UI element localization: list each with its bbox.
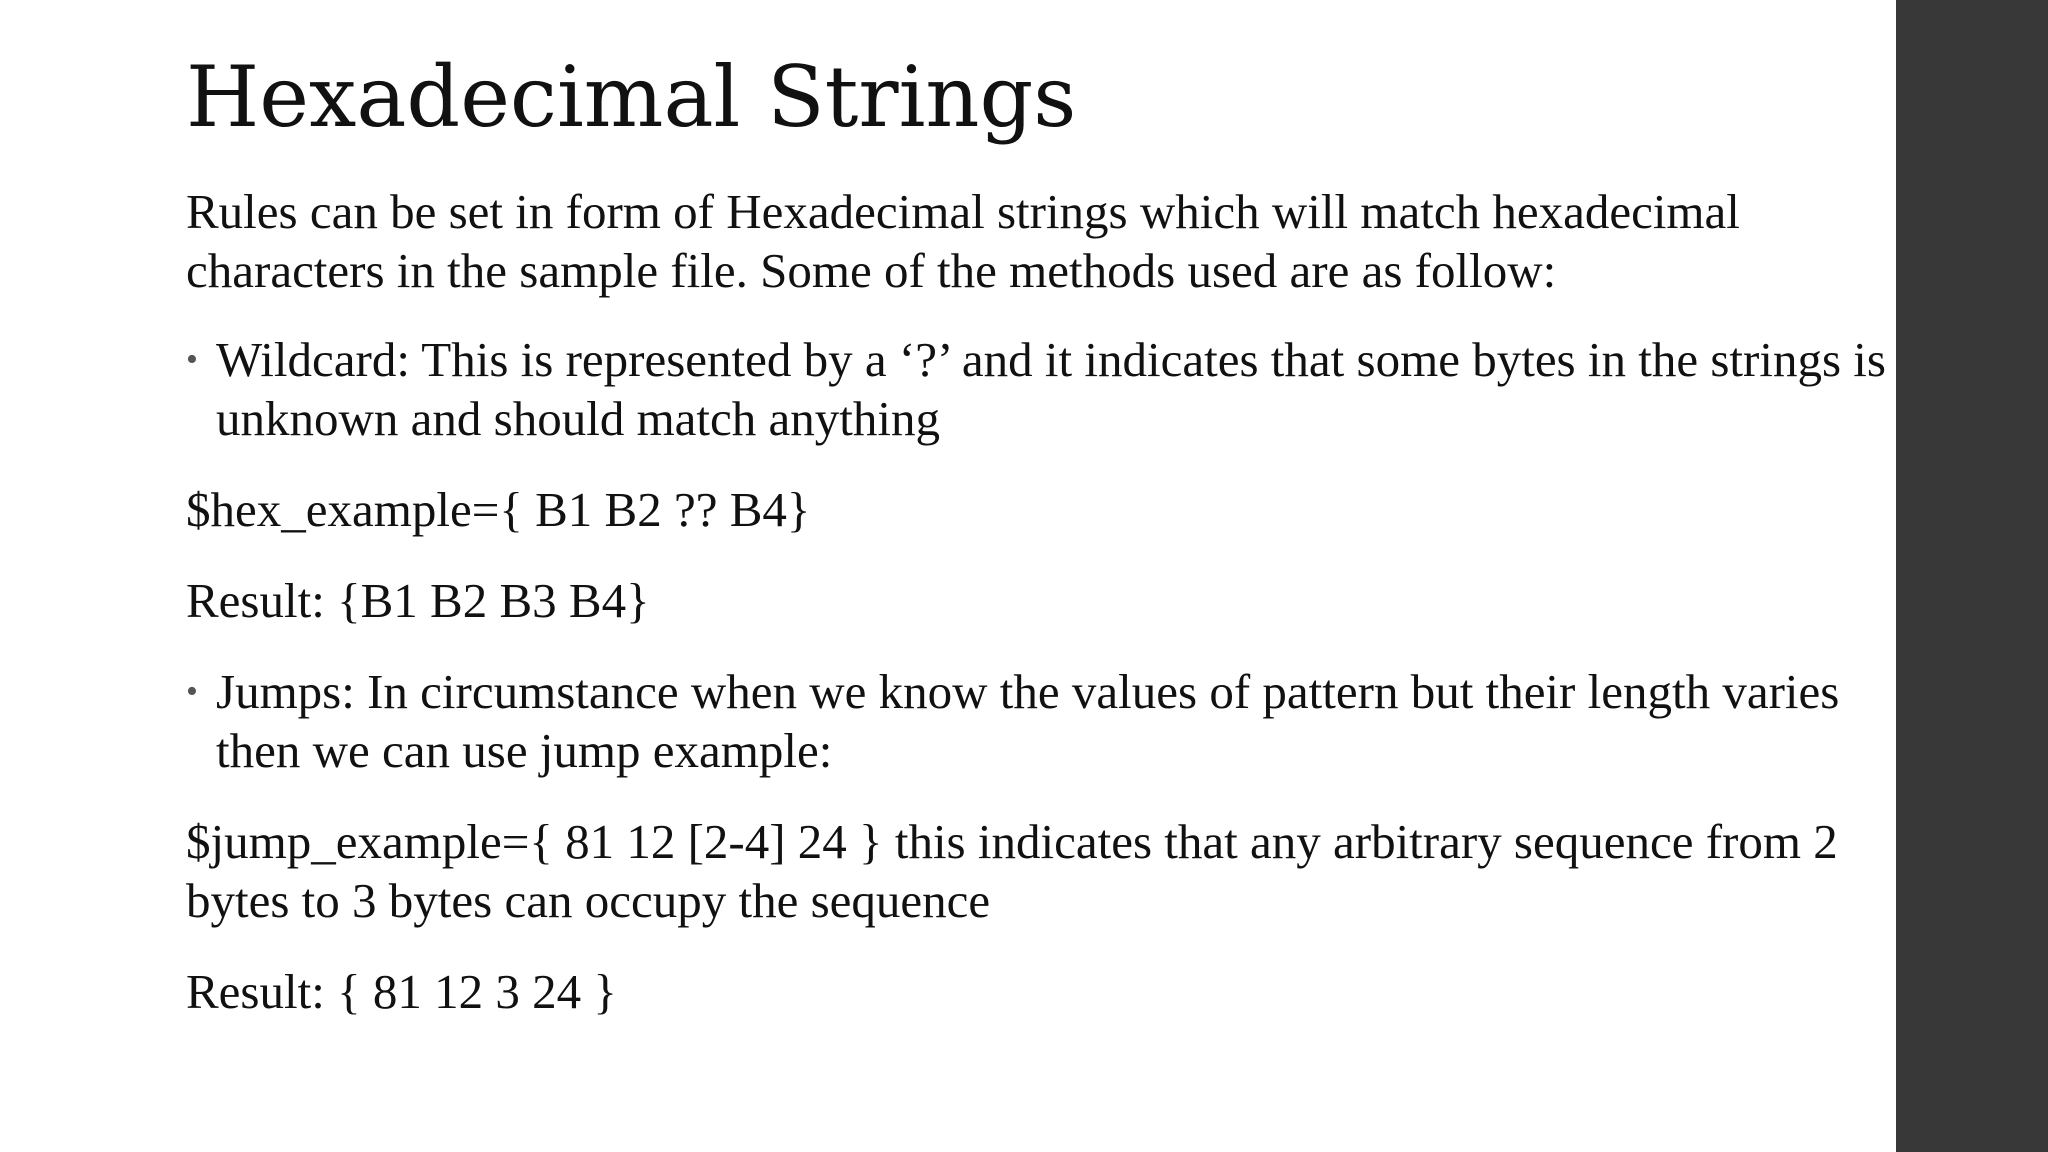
hex-example-line: $hex_example={ B1 B2 ?? B4} [186, 482, 811, 537]
bullet-icon: • [186, 341, 198, 378]
slide-title: Hexadecimal Strings [186, 48, 1077, 146]
bullet-jumps [186, 662, 1886, 780]
side-accent-bar [1896, 0, 2048, 1152]
jump-result-line: Result: { 81 12 3 24 } [186, 964, 617, 1019]
jump-example-line: $jump_example={ 81 12 [2-4] 24 } this indicates that any arbitrary sequence from 2 bytes to 3 bytes can occupy the sequence [186, 814, 1838, 928]
bullet-wildcard-text: Wildcard: This is represented by a ‘?’ and it indicates that some bytes in the strings is unknown and should match anything [216, 332, 1886, 446]
bullet-wildcard [186, 330, 1886, 448]
bullet-jumps-text: Jumps: In circumstance when we know the values of pattern but their length varies then we can use jump example: [216, 664, 1840, 778]
hex-result-line: Result: {B1 B2 B3 B4} [186, 573, 650, 628]
bullet-icon: • [186, 673, 198, 710]
slide-body [186, 182, 1886, 1021]
intro-paragraph: Rules can be set in form of Hexadecimal strings which will match hexadecimal characters in the sample file. Some of the methods used are as follow: [186, 184, 1740, 298]
